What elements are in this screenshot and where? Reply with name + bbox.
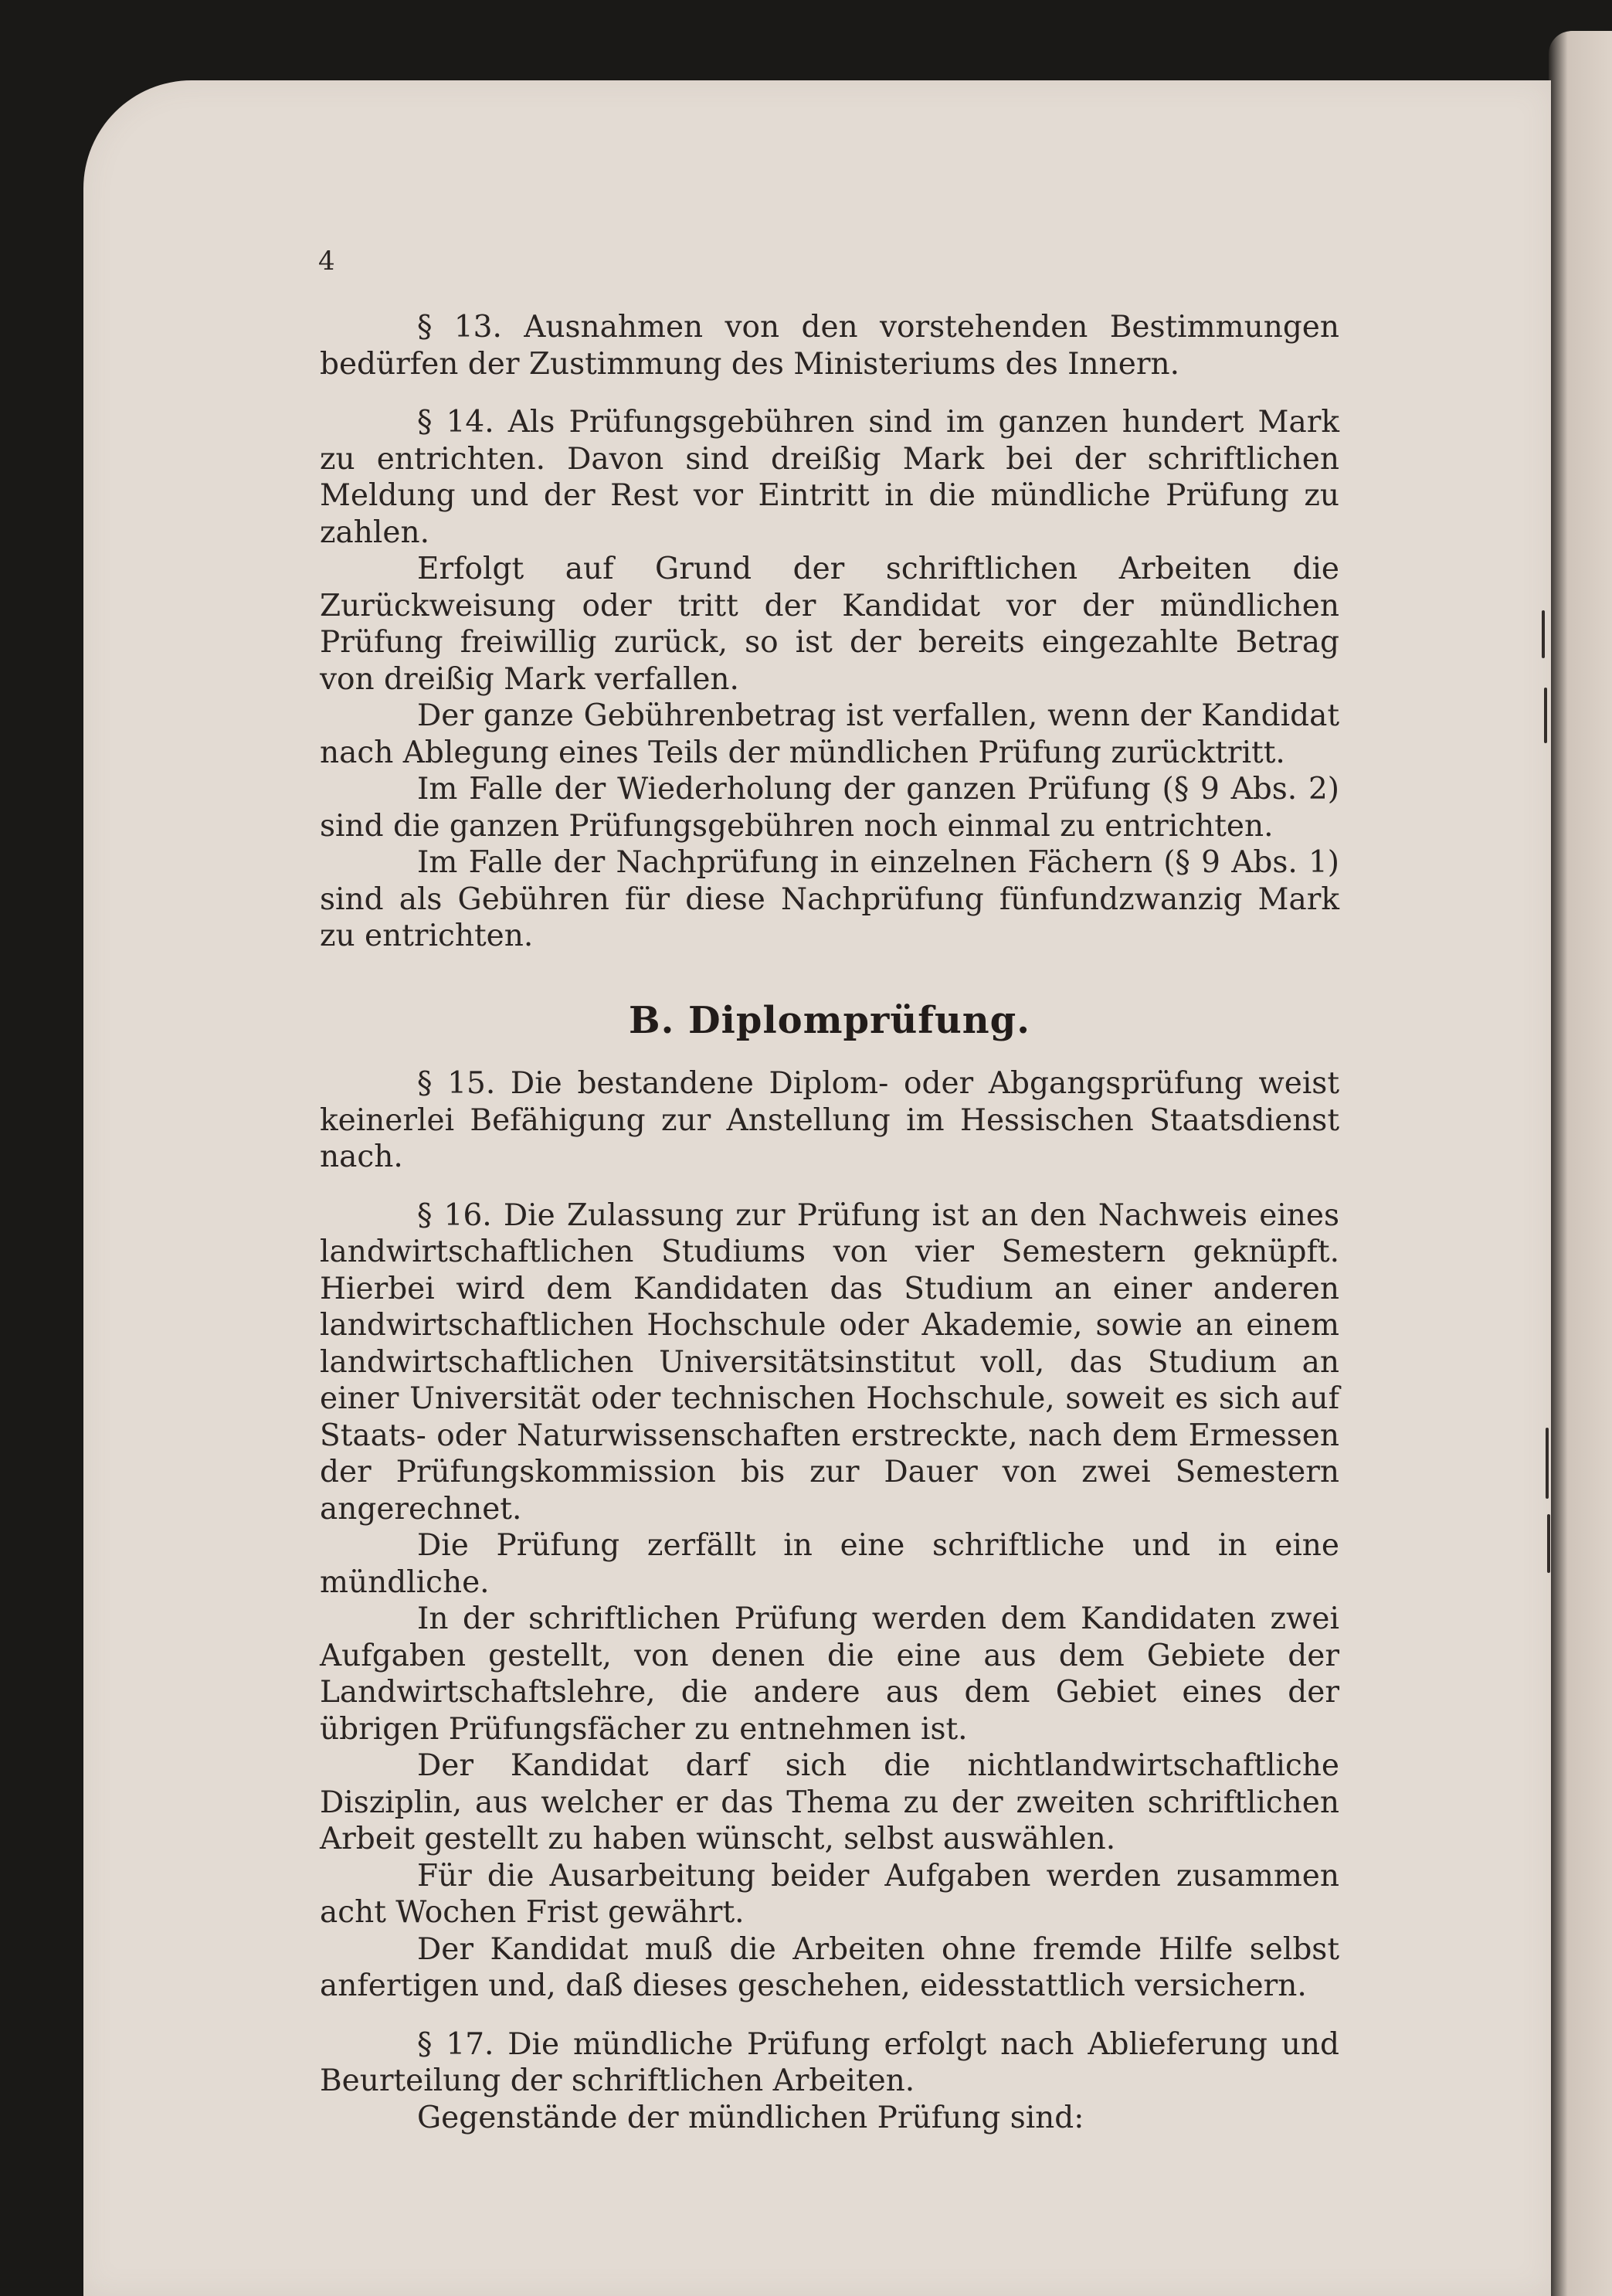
paragraph-14-wiederholung: Im Falle der Wiederholung der ganzen Prüfung (§ 9 Abs. 2) sind die ganzen Prüfungsgebühren noch einmal zu entrichten.: [320, 772, 1339, 844]
paragraph-16-frist: Für die Ausarbeitung beider Aufgaben werden zusammen acht Wochen Frist gewährt.: [320, 1858, 1339, 1930]
paragraph-13: § 13. Ausnahmen von den vorstehenden Bestimmungen bedürfen der Zustimmung des Ministeriums des Innern.: [320, 310, 1339, 382]
paragraph-14-nachpruefung: Im Falle der Nachprüfung in einzelnen Fächern (§ 9 Abs. 1) sind als Gebühren für diese Nachprüfung fünfundzwanzig Mark zu entrichten.: [320, 845, 1339, 953]
margin-mark: [1544, 688, 1547, 743]
paragraph-16: § 16. Die Zulassung zur Prüfung ist an den Nachweis eines landwirtschaftlichen Studiums von vier Semestern geknüpft. Hierbei wird dem Kandidaten das Studium an einer anderen landwirtschaftlichen Hochschule oder Akademie, sowie an einem landwirtschaftlichen Universitätsinstitut voll, das Studium an einer Universität oder technischen Hochschule, soweit es sich auf Staats- oder Naturwissenschaften erstreckte, nach dem Ermessen der Prüfungskommission bis zur Dauer von zwei Semestern angerechnet.: [320, 1197, 1339, 1527]
margin-mark: [1546, 1428, 1549, 1499]
paragraph-15: § 15. Die bestandene Diplom- oder Abgangsprüfung weist keinerlei Befähigung zur Anstellung im Hessischen Staatsdienst nach.: [320, 1066, 1339, 1174]
adjacent-page-edge: [1549, 31, 1612, 2296]
page-number: 4: [318, 246, 335, 277]
paragraph-14: § 14. Als Prüfungsgebühren sind im ganzen hundert Mark zu entrichten. Davon sind dreißig Mark bei der schriftlichen Meldung und der Rest vor Eintritt in die mündliche Prüfung zu zahlen.: [320, 405, 1339, 550]
body-text: [320, 309, 1339, 2136]
paragraph-16-pruefung-zerfaellt: Die Prüfung zerfällt in eine schriftliche und in eine mündliche.: [320, 1528, 1339, 1600]
paragraph-14-verfallen: Der ganze Gebührenbetrag ist verfallen, wenn der Kandidat nach Ablegung eines Teils der mündlichen Prüfung zurücktritt.: [320, 698, 1339, 770]
paragraph-16-fremde-hilfe: Der Kandidat muß die Arbeiten ohne fremde Hilfe selbst anfertigen und, daß dieses geschehen, eidesstattlich versichern.: [320, 1931, 1339, 2003]
paragraph-17: § 17. Die mündliche Prüfung erfolgt nach Ablieferung und Beurteilung der schriftlichen Arbeiten.: [320, 2026, 1339, 2098]
margin-mark: [1547, 1514, 1550, 1573]
margin-mark: [1542, 610, 1545, 658]
section-heading-diplompruefung: B. Diplomprüfung.: [629, 998, 1030, 1042]
paragraph-16-disziplin: Der Kandidat darf sich die nichtlandwirtschaftliche Disziplin, aus welcher er das Thema zu der zweiten schriftlichen Arbeit gestellt zu haben wünscht, selbst auswählen.: [320, 1748, 1339, 1856]
paragraph-14-zurueckweisung: Erfolgt auf Grund der schriftlichen Arbeiten die Zurückweisung oder tritt der Kandidat vor der mündlichen Prüfung freiwillig zurück, so ist der bereits eingezahlte Betrag von dreißig Mark verfallen.: [320, 552, 1339, 697]
paragraph-16-schriftliche-pruefung: In der schriftlichen Prüfung werden dem Kandidaten zwei Aufgaben gestellt, von denen die eine aus dem Gebiete der Landwirtschaftslehre, die andere aus dem Gebiet eines der übrigen Prüfungsfächer zu entnehmen ist.: [320, 1601, 1339, 1747]
paragraph-17-gegenstaende: Gegenstände der mündlichen Prüfung sind:: [417, 2100, 1084, 2135]
